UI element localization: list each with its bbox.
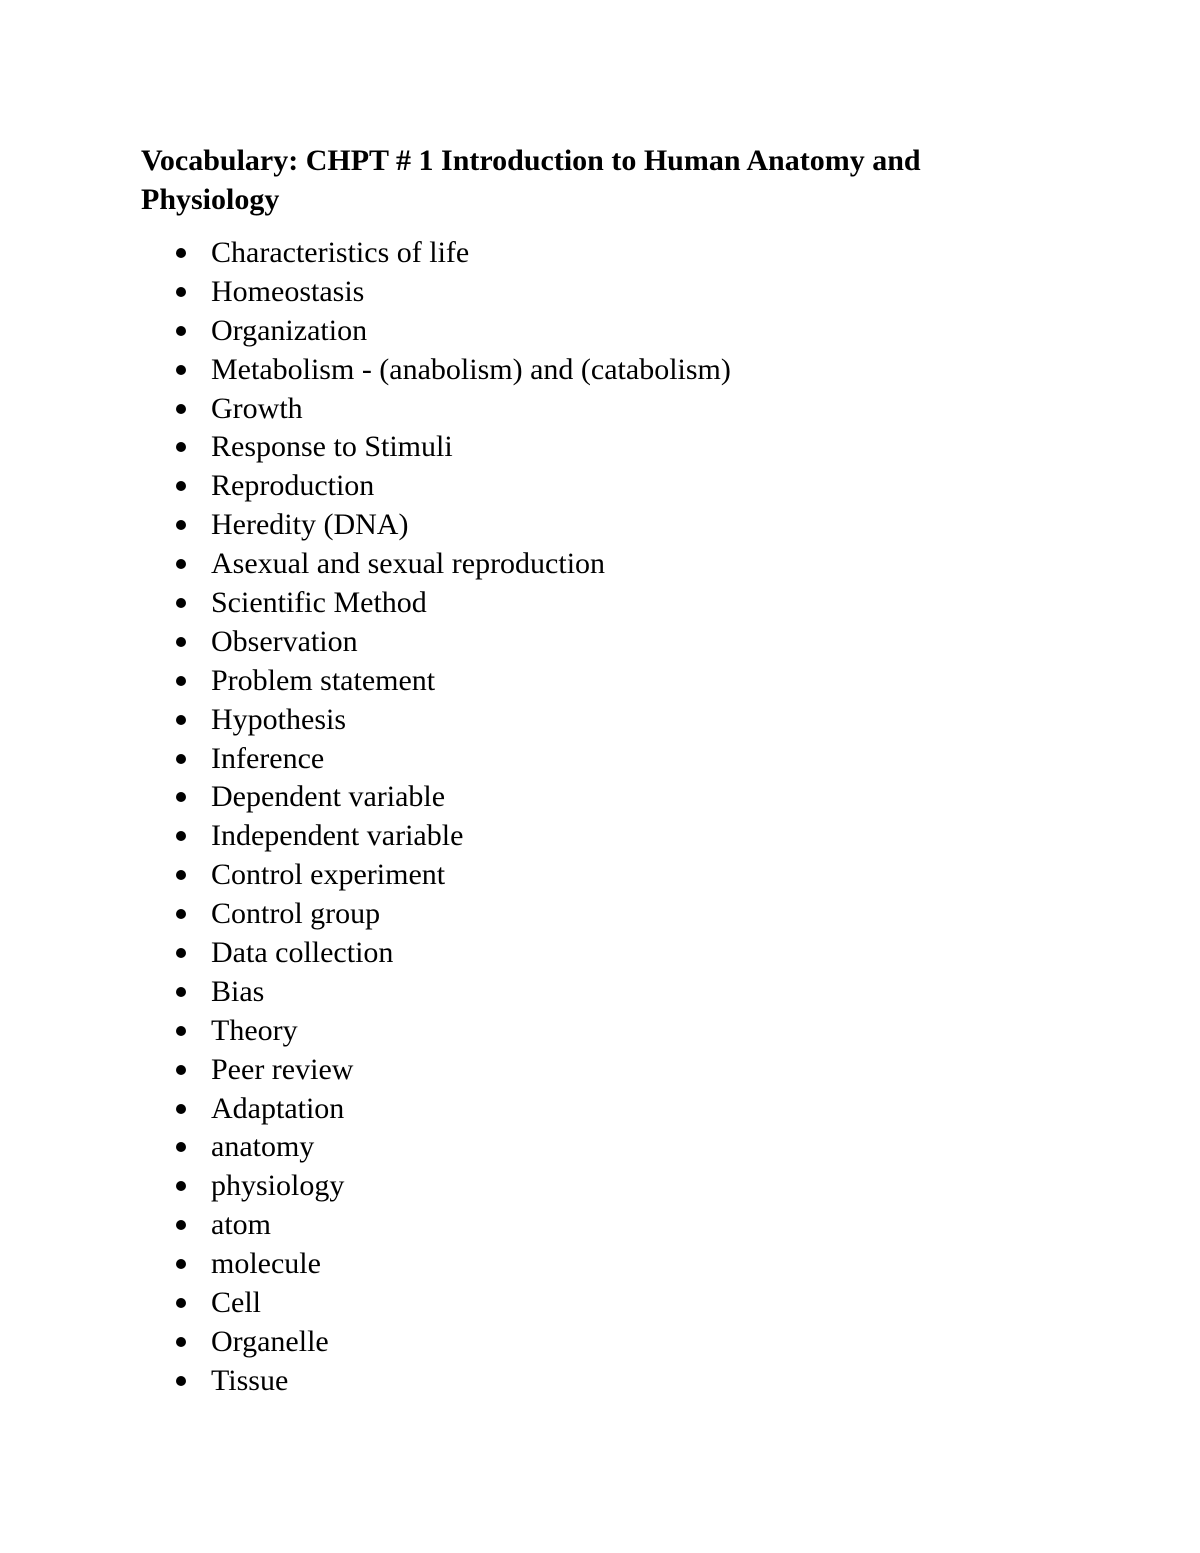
- bullet-icon: [176, 1220, 186, 1230]
- bullet-icon: [176, 754, 186, 764]
- vocabulary-term: Organization: [211, 313, 368, 347]
- bullet-icon: [176, 442, 186, 452]
- bullet-icon: [176, 676, 186, 686]
- bullet-icon: [176, 326, 186, 336]
- bullet-icon: [176, 481, 186, 491]
- vocabulary-term: Problem statement: [211, 663, 436, 697]
- vocabulary-term: Asexual and sexual reproduction: [211, 547, 606, 581]
- vocabulary-term: Homeostasis: [211, 274, 365, 308]
- vocabulary-term: Metabolism - (anabolism) and (catabolism): [211, 352, 731, 386]
- vocabulary-term: Dependent variable: [211, 780, 446, 814]
- vocabulary-term: Adaptation: [211, 1091, 345, 1125]
- bullet-icon: [176, 598, 186, 608]
- vocabulary-term: Hypothesis: [211, 702, 346, 736]
- bullet-icon: [176, 404, 186, 414]
- bullet-icon: [176, 1337, 186, 1347]
- vocabulary-term: Organelle: [211, 1324, 329, 1358]
- vocabulary-term: Bias: [211, 974, 265, 1008]
- bullet-icon: [176, 559, 186, 569]
- vocabulary-term: molecule: [211, 1247, 321, 1281]
- bullet-icon: [176, 1298, 186, 1308]
- vocabulary-term: Observation: [211, 624, 358, 658]
- vocabulary-term: Peer review: [211, 1052, 354, 1086]
- bullet-icon: [176, 948, 186, 958]
- bullet-icon: [176, 1142, 186, 1152]
- vocabulary-term: Tissue: [211, 1363, 289, 1397]
- bullet-icon: [176, 1181, 186, 1191]
- vocabulary-term: physiology: [211, 1169, 345, 1203]
- vocabulary-term: Theory: [211, 1013, 298, 1047]
- bullet-icon: [176, 1376, 186, 1386]
- bullet-icon: [176, 909, 186, 919]
- vocabulary-term: Scientific Method: [211, 586, 427, 620]
- bullet-icon: [176, 831, 186, 841]
- bullet-icon: [176, 1259, 186, 1269]
- bullet-icon: [176, 792, 186, 802]
- bullet-icon: [176, 987, 186, 997]
- vocabulary-term: atom: [211, 1208, 271, 1242]
- vocabulary-term: anatomy: [211, 1130, 315, 1164]
- bullet-icon: [176, 365, 186, 375]
- vocabulary-term: Data collection: [211, 936, 394, 970]
- bullet-icon: [176, 520, 186, 530]
- vocabulary-term: Control group: [211, 897, 381, 931]
- vocabulary-term: Inference: [211, 741, 325, 775]
- vocabulary-term: Independent variable: [211, 819, 464, 853]
- vocabulary-term: Characteristics of life: [211, 236, 470, 269]
- bullet-icon: [176, 870, 186, 880]
- bullet-icon: [176, 637, 186, 647]
- vocabulary-term: Control experiment: [211, 858, 446, 892]
- vocabulary-term: Reproduction: [211, 469, 375, 503]
- bullet-icon: [176, 715, 186, 725]
- bullet-icon: [176, 248, 186, 258]
- vocabulary-term: Growth: [211, 391, 303, 425]
- bullet-icon: [176, 287, 186, 297]
- bullet-icon: [176, 1104, 186, 1114]
- vocabulary-term: Response to Stimuli: [211, 430, 453, 464]
- vocabulary-term: Cell: [211, 1286, 261, 1320]
- bullet-icon: [176, 1026, 186, 1036]
- vocabulary-term: Heredity (DNA): [211, 508, 409, 542]
- page-title: Vocabulary: CHPT # 1 Introduction to Human Anatomy and Physiology: [141, 144, 921, 216]
- bullet-icon: [176, 1065, 186, 1075]
